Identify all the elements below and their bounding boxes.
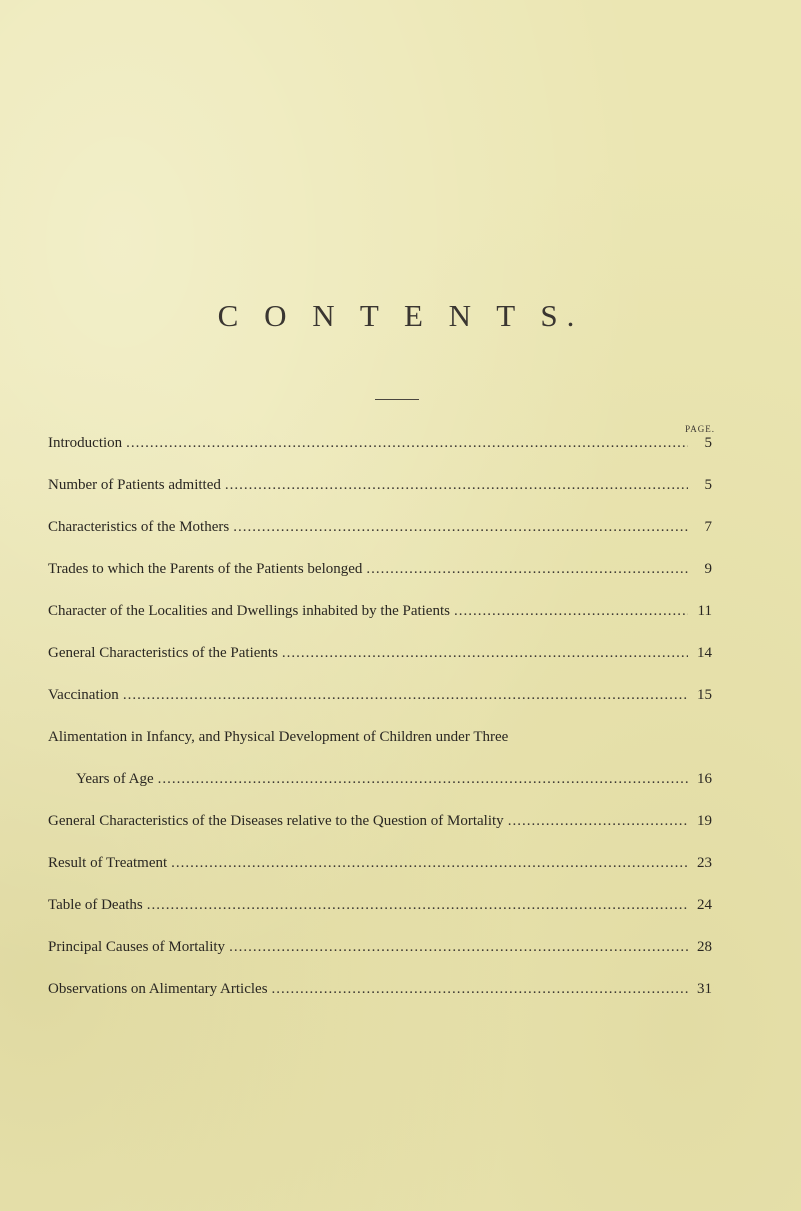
toc-entry-label: Table of Deaths [48, 897, 143, 913]
dot-leader [171, 855, 688, 872]
dot-leader [454, 603, 688, 620]
toc-entry-result-treatment[interactable] [48, 855, 712, 872]
toc-entry-causes-mortality[interactable] [48, 939, 712, 956]
toc-entry-vaccination[interactable] [48, 687, 712, 704]
toc-entry-page: 5 [704, 435, 712, 451]
toc-entry-page: 9 [704, 561, 712, 577]
dot-leader [225, 477, 688, 494]
dot-leader [508, 813, 688, 830]
toc-entry-label: Number of Patients admitted [48, 477, 221, 493]
dot-leader [147, 897, 688, 914]
toc-entry-page: 14 [697, 645, 712, 661]
dot-leader [272, 981, 688, 998]
toc-entry-label: Characteristics of the Mothers [48, 519, 230, 535]
toc-entry-alimentation-line1[interactable]: Alimentation in Infancy, and Physical Development of Children under Three [48, 729, 509, 745]
toc-entry-label: Years of Age [76, 771, 154, 787]
toc-entry-localities[interactable] [48, 603, 712, 620]
dot-leader [126, 435, 688, 452]
dot-leader [158, 771, 688, 788]
toc-entry-label: General Characteristics of the Diseases relative to the Question of Mortality [48, 813, 504, 829]
toc-entry-label: Character of the Localities and Dwellings inhabited by the Patients [48, 603, 450, 619]
dot-leader [229, 939, 688, 956]
toc-entry-page: 11 [697, 603, 712, 619]
dot-leader [282, 645, 688, 662]
toc-entry-label: Vaccination [48, 687, 119, 703]
toc-entry-label: Trades to which the Parents of the Patients belonged [48, 561, 363, 577]
toc-entry-page: 23 [697, 855, 712, 871]
toc-entry-page: 28 [697, 939, 712, 955]
title-divider [375, 399, 419, 400]
toc-entry-introduction[interactable] [48, 435, 712, 452]
page-title: C O N T E N T S. [217, 298, 584, 333]
toc-entry-alimentary-articles[interactable] [48, 981, 712, 998]
toc-entry-label: Principal Causes of Mortality [48, 939, 226, 955]
toc-entry-label: Result of Treatment [48, 855, 168, 871]
toc-entry-characteristics-mothers[interactable] [48, 519, 712, 536]
toc-entry-page: 7 [704, 519, 712, 535]
dot-leader [123, 687, 688, 704]
toc-entry-page: 24 [697, 897, 712, 913]
dot-leader [366, 561, 688, 578]
toc-entry-label: Introduction [48, 435, 123, 451]
toc-entry-label: General Characteristics of the Patients [48, 645, 278, 661]
toc-entry-page: 15 [697, 687, 712, 703]
toc-entry-page: 5 [704, 477, 712, 493]
toc-entry-page: 19 [697, 813, 712, 829]
toc-entry-table-deaths[interactable] [48, 897, 712, 914]
toc-entry-diseases-mortality[interactable] [48, 813, 712, 830]
dot-leader [233, 519, 688, 536]
toc-entry-trades[interactable] [48, 561, 712, 578]
page-column-header: PAGE. [685, 424, 715, 434]
toc-entry-number-of-patients[interactable] [48, 477, 712, 494]
toc-entry-general-characteristics[interactable] [48, 645, 712, 662]
toc-entry-alimentation[interactable] [76, 771, 712, 788]
toc-entry-label: Observations on Alimentary Articles [48, 981, 268, 997]
toc-entry-page: 16 [697, 771, 712, 787]
toc-entry-page: 31 [697, 981, 712, 997]
